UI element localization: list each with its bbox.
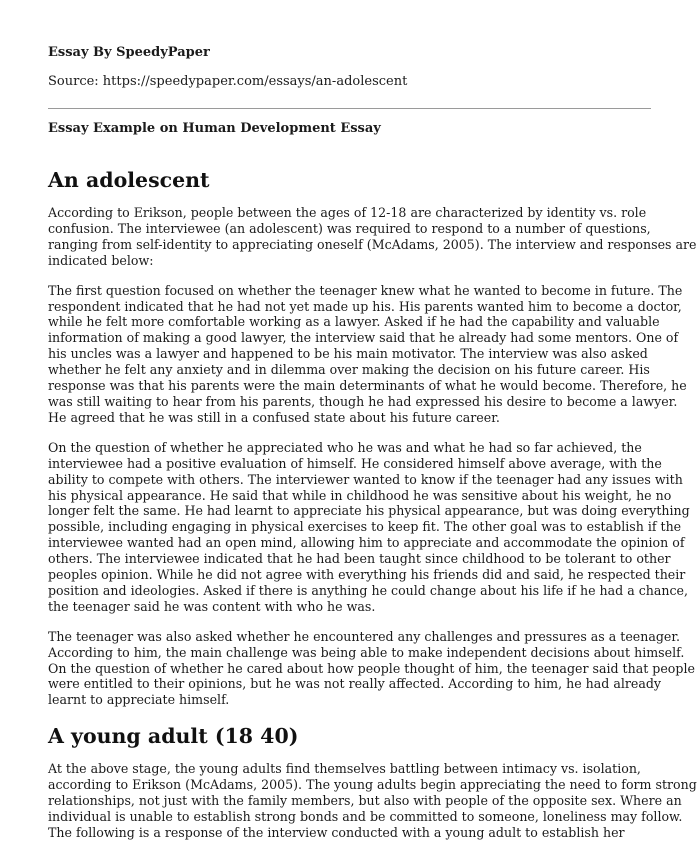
section-heading-adolescent: An adolescent	[48, 168, 210, 192]
brand-label: Essay By SpeedyPaper	[48, 45, 210, 60]
source-line: Source: https://speedypaper.com/essays/an-adolescent	[48, 74, 408, 89]
text-line: ability to compete with others. The interviewer wanted to know if the teenager had any issues with	[48, 471, 683, 487]
text-line: According to him, the main challenge was being able to make independent decisions about himself.	[48, 644, 685, 660]
section-heading-young-adult: A young adult (18 40)	[48, 724, 299, 749]
text-line: longer felt the same. He had learnt to appreciate his physical appearance, but was doing everything	[48, 503, 690, 519]
text-line: whether he felt any anxiety and in dilemma over making the decision on his future career. His	[48, 362, 650, 378]
paragraph	[48, 282, 687, 426]
text-line: He agreed that he was still in a confused state about his future career.	[48, 409, 500, 425]
essay-title: Essay Example on Human Development Essay	[48, 121, 381, 136]
text-line: On the question of whether he cared about how people thought of him, the teenager said that people	[48, 660, 695, 676]
text-line: The first question focused on whether the teenager knew what he wanted to become in future. The	[48, 282, 683, 298]
text-line: The teenager was also asked whether he encountered any challenges and pressures as a teenager.	[48, 628, 681, 644]
text-line: position and ideologies. Asked if there is anything he could change about his life if he had a chance,	[48, 582, 689, 598]
paragraph	[48, 439, 690, 615]
text-line: according to Erikson (McAdams, 2005). The young adults begin appreciating the need to form strong	[48, 777, 697, 793]
essay-body	[48, 166, 697, 850]
text-line: On the question of whether he appreciated who he was and what he had so far achieved, the	[48, 439, 642, 455]
text-line: peoples opinion. While he did not agree with everything his friends did and said, he respected their	[48, 567, 686, 583]
text-line: learnt to appreciate himself.	[48, 692, 230, 708]
text-line: his uncles was a lawyer and happened to be his main motivator. The interview was also asked	[48, 346, 648, 362]
text-line: response was that his parents were the main determinants of what he would become. Therefore, he	[48, 378, 687, 394]
text-line: individual is unable to establish strong bonds and be committed to someone, loneliness may follow.	[48, 809, 683, 824]
text-line: ranging from self-identity to appreciating oneself (McAdams, 2005). The interview and responses are	[48, 236, 697, 252]
text-line: while he felt more comfortable working as a lawyer. Asked if he had the capability and valuable	[48, 314, 660, 330]
header-divider	[48, 108, 651, 109]
text-line: the teenager said he was content with who he was.	[48, 598, 376, 614]
text-line: respondent indicated that he had not yet made up his. His parents wanted him to become a doctor,	[48, 298, 682, 314]
text-line: interviewee had a positive evaluation of himself. He considered himself above average, with the	[48, 455, 662, 471]
text-line: According to Erikson, people between the ages of 12-18 are characterized by identity vs. role	[48, 205, 647, 220]
text-line: interviewee wanted had an open mind, allowing him to appreciate and accommodate the opinion of	[48, 535, 685, 551]
text-line: The following is a response of the interview conducted with a young adult to establish her	[48, 824, 625, 840]
text-line: confusion. The interviewee (an adolescent) was required to respond to a number of questions,	[48, 220, 651, 236]
text-line: At the above stage, the young adults find themselves battling between intimacy vs. isolation,	[48, 761, 641, 777]
paragraph	[48, 761, 697, 841]
text-line: indicated below:	[48, 252, 154, 268]
text-line: was still waiting to hear from his parents, though he had expressed his desire to become a lawyer.	[48, 393, 678, 409]
paragraph	[48, 628, 695, 709]
text-line: information of making a good lawyer, the interview said that he already had some mentors. One of	[48, 330, 679, 346]
text-line: his physical appearance. He said that while in childhood he was sensitive about his weight, he no	[48, 487, 672, 503]
paragraph	[48, 205, 697, 269]
text-line: possible, including engaging in physical exercises to keep fit. The other goal was to establish if the	[48, 519, 682, 535]
text-line: others. The interviewee indicated that he had been taught since childhood to be tolerant to other	[48, 551, 671, 567]
text-line: relationships, not just with the family members, but also with people of the opposite sex. Where an	[48, 793, 682, 809]
text-line: were entitled to their opinions, but he was not really affected. According to him, he had already	[48, 676, 662, 692]
